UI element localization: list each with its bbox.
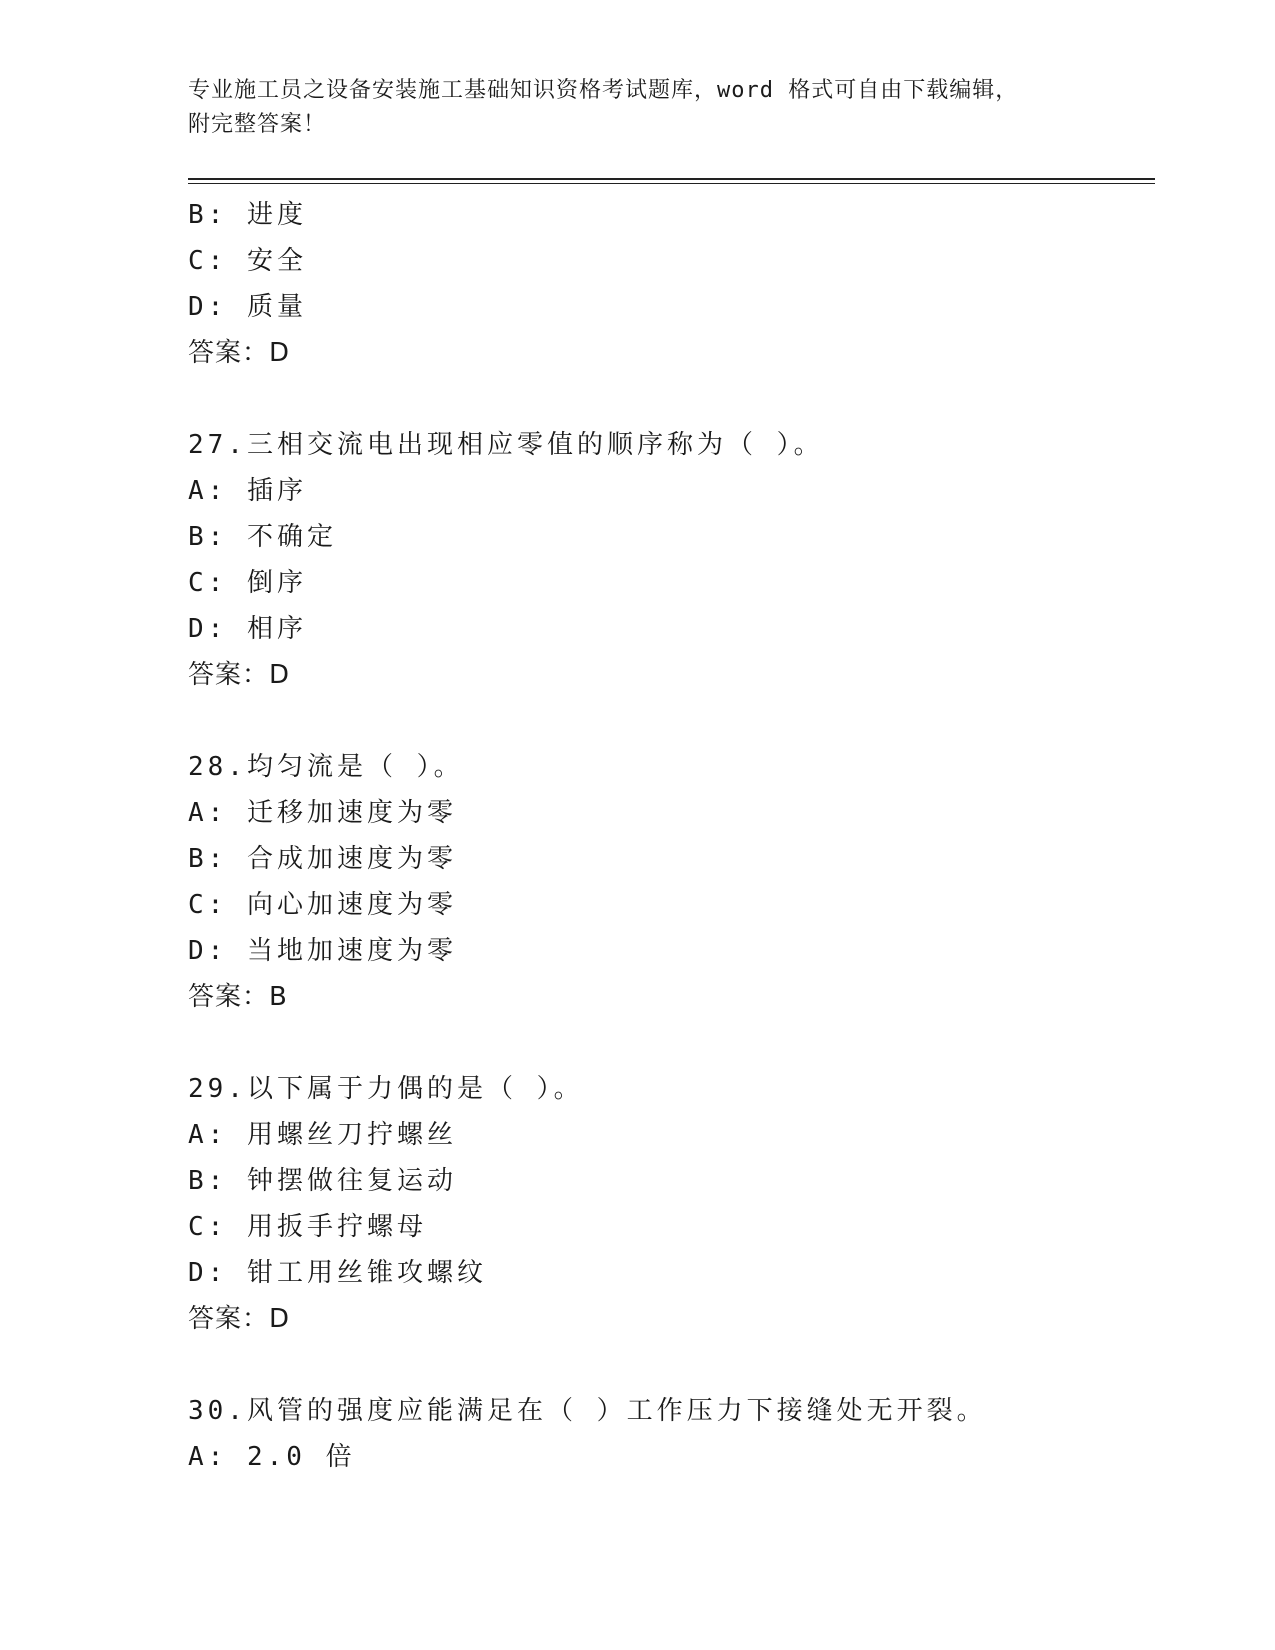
option-a: A: 2.0 倍 (188, 1442, 356, 1472)
question-block-26 (188, 192, 1155, 376)
option-b: B: 不确定 (188, 522, 337, 552)
option-b: B: 合成加速度为零 (188, 844, 457, 874)
option-b: B: 钟摆做往复运动 (188, 1166, 457, 1196)
answer-line: 答案：B (188, 982, 288, 1012)
question-text: 27.三相交流电出现相应零值的顺序称为（ ）。 (188, 430, 824, 460)
question-text: 30.风管的强度应能满足在（ ）工作压力下接缝处无开裂。 (188, 1396, 987, 1426)
question-block-29 (188, 1066, 1155, 1342)
spacer (188, 1342, 1155, 1388)
spacer (188, 698, 1155, 744)
spacer (188, 376, 1155, 422)
option-c: C: 用扳手拧螺母 (188, 1212, 427, 1242)
header-divider-thin (188, 183, 1155, 184)
option-d: D: 相序 (188, 614, 307, 644)
option-a: A: 迁移加速度为零 (188, 798, 457, 828)
question-block-30 (188, 1388, 1155, 1480)
option-a: A: 用螺丝刀拧螺丝 (188, 1120, 457, 1150)
option-d: D: 钳工用丝锥攻螺纹 (188, 1258, 487, 1288)
document-header (188, 74, 1088, 142)
answer-line: 答案：D (188, 660, 291, 690)
option-c: C: 安全 (188, 246, 307, 276)
question-block-27 (188, 422, 1155, 698)
question-list (188, 192, 1155, 1480)
option-a: A: 插序 (188, 476, 307, 506)
header-divider-thick (188, 178, 1155, 180)
question-text: 28.均匀流是（ ）。 (188, 752, 464, 782)
option-b: B: 进度 (188, 200, 307, 230)
question-block-28 (188, 744, 1155, 1020)
answer-line: 答案：D (188, 1304, 291, 1334)
header-line-1: 专业施工员之设备安装施工基础知识资格考试题库，word 格式可自由下载编辑， (188, 78, 1019, 103)
option-c: C: 向心加速度为零 (188, 890, 457, 920)
header-line-2: 附完整答案！ (188, 112, 327, 137)
option-d: D: 质量 (188, 292, 307, 322)
answer-line: 答案：D (188, 338, 291, 368)
option-d: D: 当地加速度为零 (188, 936, 457, 966)
question-text: 29.以下属于力偶的是（ ）。 (188, 1074, 584, 1104)
option-c: C: 倒序 (188, 568, 307, 598)
spacer (188, 1020, 1155, 1066)
